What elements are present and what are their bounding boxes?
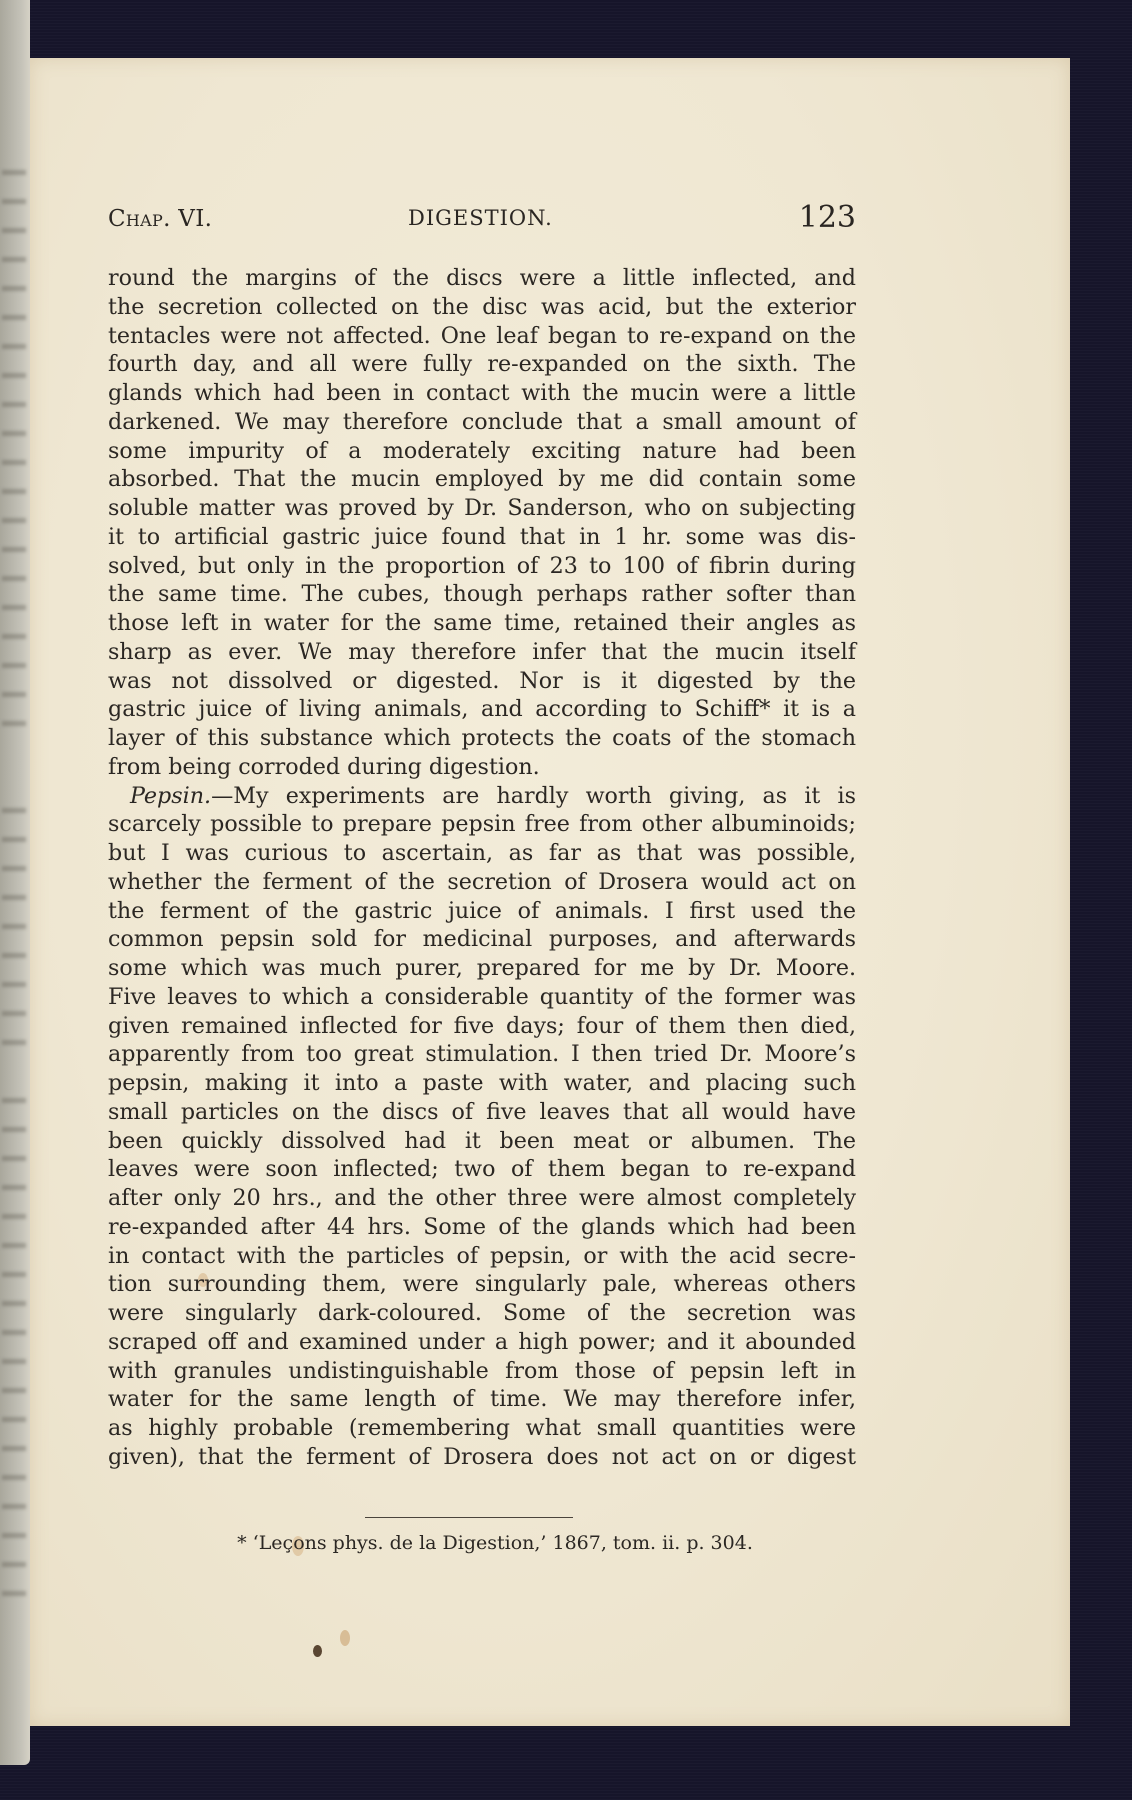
- text-line: was not dissolved or digested. Nor is it digested by the: [108, 667, 856, 694]
- text-line: pepsin, making it into a paste with water, and placing such: [108, 1070, 856, 1096]
- text-line: water for the same length of time. We may therefore infer,: [108, 1386, 856, 1413]
- text-line: but I was curious to ascertain, as far as that was possible,: [108, 840, 856, 866]
- ghost-text-mark: [2, 1011, 26, 1016]
- text-line: scraped off and examined under a high power; and it abounded: [108, 1328, 856, 1355]
- ghost-text-mark: [2, 431, 26, 436]
- text-line: it to artificial gastric juice found that in 1 hr. some was dis-: [108, 523, 856, 550]
- ghost-text-mark: [2, 1243, 26, 1248]
- foxing-stain: [340, 1630, 350, 1646]
- text-line: sharp as ever. We may therefore infer that the mucin itself: [108, 638, 856, 665]
- body-text: [108, 264, 856, 1472]
- running-head: [108, 200, 856, 240]
- ghost-text-mark: [2, 1127, 26, 1132]
- text-line: tion surrounding them, were singularly pale, whereas others: [108, 1271, 856, 1298]
- ghost-text-mark: [2, 257, 26, 262]
- ghost-text-mark: [2, 837, 26, 842]
- ghost-text-mark: [2, 518, 26, 523]
- ghost-text-mark: [2, 1591, 26, 1596]
- ghost-text-mark: [2, 1156, 26, 1161]
- text-line: as highly probable (remembering what small quantities were: [108, 1415, 856, 1441]
- ghost-text-mark: [2, 1040, 26, 1045]
- adjacent-page-edge: [0, 0, 30, 1765]
- ghost-text-mark: [2, 808, 26, 813]
- paragraph-heading: Pepsin.: [130, 782, 212, 809]
- text-line: some which was much purer, prepared for me by Dr. Moore.: [108, 955, 856, 981]
- text-line: with granules undistinguishable from those of pepsin left in: [108, 1357, 856, 1384]
- ghost-text-mark: [2, 373, 26, 378]
- text-line: given remained inflected for five days; four of them then died,: [108, 1012, 856, 1039]
- ghost-text-mark: [2, 402, 26, 407]
- ghost-text-mark: [2, 1359, 26, 1364]
- ghost-text-mark: [2, 576, 26, 581]
- ghost-text-mark: [2, 605, 26, 610]
- ghost-text-mark: [2, 344, 26, 349]
- ghost-text-mark: [2, 1533, 26, 1538]
- text-line: common pepsin sold for medicinal purposes, and afterwards: [108, 926, 856, 953]
- ghost-text-mark: [2, 489, 26, 494]
- ghost-text-mark: [2, 170, 26, 175]
- footnote-rule: [365, 1517, 573, 1518]
- ghost-text-mark: [2, 924, 26, 929]
- book-page: [30, 58, 1070, 1726]
- text-line: absorbed. That the mucin employed by me did contain some: [108, 466, 856, 493]
- ghost-text-mark: [2, 1562, 26, 1567]
- ghost-text-mark: [2, 1098, 26, 1103]
- text-line: given), that the ferment of Drosera does not act on or digest: [108, 1443, 856, 1470]
- text-line: the ferment of the gastric juice of animals. I first used the: [108, 897, 856, 924]
- footnote: * ‘Leçons phys. de la Digestion,’ 1867, tom. ii. p. 304.: [237, 1532, 753, 1554]
- text-line: solved, but only in the proportion of 23 to 100 of fibrin during: [108, 552, 856, 579]
- ghost-text-mark: [2, 721, 26, 726]
- text-line: been quickly dissolved had it been meat or albumen. The: [108, 1127, 856, 1154]
- ghost-text-mark: [2, 1504, 26, 1509]
- ghost-text-mark: [2, 460, 26, 465]
- paragraph-first-line: [108, 782, 856, 811]
- text-line: gastric juice of living animals, and according to Schiff* it is a: [108, 696, 856, 723]
- ghost-text-mark: [2, 634, 26, 639]
- text-line: glands which had been in contact with the mucin were a little: [108, 380, 856, 406]
- text-line: layer of this substance which protects the coats of the stomach: [108, 725, 856, 751]
- foxing-stain: [313, 1645, 322, 1657]
- text-line: whether the ferment of the secretion of Drosera would act on: [108, 868, 856, 895]
- text-line: fourth day, and all were fully re-expanded on the sixth. The: [108, 351, 856, 378]
- text-line: tentacles were not affected. One leaf began to re-expand on the: [108, 322, 856, 349]
- text-line: small particles on the discs of five leaves that all would have: [108, 1098, 856, 1125]
- text-line: in contact with the particles of pepsin, or with the acid secre-: [108, 1242, 856, 1269]
- ghost-text-mark: [2, 1272, 26, 1277]
- running-title: DIGESTION.: [408, 206, 553, 230]
- ghost-text-mark: [2, 692, 26, 697]
- ghost-text-mark: [2, 1301, 26, 1306]
- ghost-text-mark: [2, 866, 26, 871]
- ghost-text-mark: [2, 1446, 26, 1451]
- text-line: the secretion collected on the disc was acid, but the exterior: [108, 293, 856, 320]
- ghost-text-mark: [2, 286, 26, 291]
- text-line: after only 20 hrs., and the other three were almost completely: [108, 1185, 856, 1211]
- text-line: round the margins of the discs were a little inflected, and: [108, 265, 856, 291]
- ghost-text-mark: [2, 1185, 26, 1190]
- text-line: the same time. The cubes, though perhaps rather softer than: [108, 581, 856, 608]
- text-line: from being corroded during digestion.: [108, 753, 540, 780]
- ghost-text-mark: [2, 1214, 26, 1219]
- ghost-text-mark: [2, 895, 26, 900]
- page-number: 123: [798, 200, 856, 235]
- ghost-text-mark: [2, 1475, 26, 1480]
- text-line: apparently from too great stimulation. I then tried Dr. Moore’s: [108, 1041, 856, 1068]
- paragraph-text: —My experiments are hardly worth giving, as it is: [211, 782, 856, 809]
- text-line: soluble matter was proved by Dr. Sanderson, who on subjecting: [108, 495, 856, 521]
- ghost-text-mark: [2, 1417, 26, 1422]
- ghost-text-mark: [2, 1388, 26, 1393]
- ghost-text-mark: [2, 982, 26, 987]
- text-line: some impurity of a moderately exciting nature had been: [108, 437, 856, 464]
- ghost-text-mark: [2, 1330, 26, 1335]
- ghost-text-mark: [2, 199, 26, 204]
- text-line: re-expanded after 44 hrs. Some of the glands which had been: [108, 1213, 856, 1240]
- text-line: darkened. We may therefore conclude that a small amount of: [108, 408, 856, 435]
- text-line: leaves were soon inflected; two of them began to re-expand: [108, 1156, 856, 1183]
- text-line: were singularly dark-coloured. Some of the secretion was: [108, 1300, 856, 1326]
- ghost-text-mark: [2, 228, 26, 233]
- text-line: scarcely possible to prepare pepsin free from other albuminoids;: [108, 811, 856, 838]
- text-line: those left in water for the same time, retained their angles as: [108, 610, 856, 636]
- chapter-label: Chap. VI.: [108, 206, 213, 232]
- ghost-text-mark: [2, 663, 26, 668]
- text-line: Five leaves to which a considerable quantity of the former was: [108, 983, 856, 1010]
- ghost-text-mark: [2, 315, 26, 320]
- ghost-text-mark: [2, 547, 26, 552]
- ghost-text-mark: [2, 953, 26, 958]
